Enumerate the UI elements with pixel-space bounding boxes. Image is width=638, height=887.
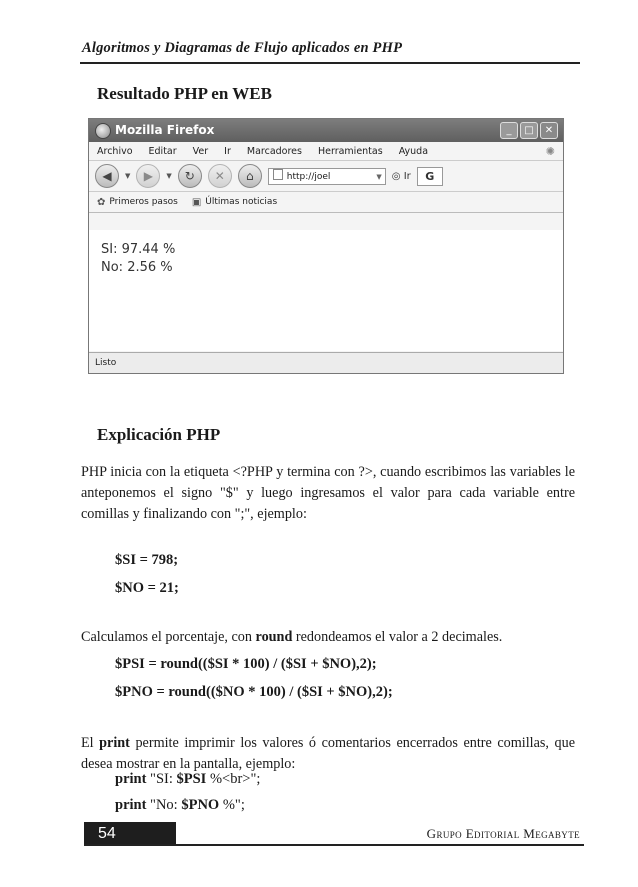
menu-bar [89,142,563,161]
url-dropdown-icon[interactable]: ▼ [376,172,382,181]
forward-dropdown-icon[interactable]: ▼ [166,172,172,180]
reload-icon[interactable]: ↻ [178,164,202,188]
page-icon [273,169,283,180]
search-engine-button[interactable]: G [417,167,443,186]
footer-rule [84,844,584,846]
status-bar: Listo [89,352,563,373]
bookmark-primeros-pasos[interactable] [97,197,178,208]
back-icon[interactable]: ◀ [95,164,119,188]
text: redondeamos el valor a 2 decimales. [292,629,503,645]
code-keyword: print [115,771,147,787]
throbber-icon: ✺ [545,144,555,158]
url-bar[interactable] [268,168,386,185]
code-line-pno: $PNO = round(($NO * 100) / ($SI + $NO),2); [115,684,393,700]
menu-marcadores[interactable]: Marcadores [246,145,302,157]
firefox-small-icon: ✿ [97,196,106,208]
browser-screenshot [88,118,564,374]
firefox-icon [95,123,111,139]
text: permite imprimir los valores ó comentarios encerrados entre comillas, que desea mostrar en la pantalla, ejemplo: [81,735,575,772]
close-button[interactable]: ✕ [540,122,558,139]
code-text: %<br>"; [206,771,261,787]
keyword-round: round [255,629,293,645]
page-content [89,230,563,351]
menu-archivo[interactable]: Archivo [97,145,133,157]
minimize-button[interactable]: _ [500,122,518,139]
code-line-no: $NO = 21; [115,580,179,596]
url-text: http://joel [286,171,331,182]
bookmark-label: Últimas noticias [205,197,278,207]
browser-titlebar [89,119,563,142]
bookmark-label: Primeros pasos [109,197,178,207]
output-si: SI: 97.44 % [101,242,176,257]
paragraph-round [81,627,575,648]
code-variable: $PNO [181,797,220,813]
stop-icon[interactable]: ✕ [208,164,232,188]
running-header: Algoritmos y Diagramas de Flujo aplicados en PHP [82,40,403,56]
text: Calculamos el porcentaje, con [81,629,256,645]
keyword-print: print [99,735,130,751]
section-title-web-result: Resultado PHP en WEB [97,84,272,103]
menu-herramientas[interactable]: Herramientas [317,145,383,157]
section-title-explicacion: Explicación PHP [97,425,221,444]
code-line-print-si [115,771,260,788]
code-text: "SI: [146,771,177,787]
code-line-print-no [115,797,245,814]
home-icon[interactable]: ⌂ [238,164,262,188]
go-button[interactable]: ◎ Ir [391,170,411,182]
page-number: 54 [84,822,176,846]
forward-icon[interactable]: ▶ [136,164,160,188]
code-line-si: $SI = 798; [115,552,179,568]
navigation-toolbar [89,161,563,192]
bookmark-ultimas-noticias[interactable] [192,197,277,208]
window-controls [500,122,558,139]
code-keyword: print [115,797,147,813]
text: El [81,735,100,751]
bookmarks-toolbar [89,192,563,213]
menu-ver[interactable]: Ver [192,145,209,157]
code-variable: $PSI [176,771,207,787]
code-text: "No: [146,797,182,813]
menu-ir[interactable]: Ir [224,145,231,157]
maximize-button[interactable]: □ [520,122,538,139]
back-dropdown-icon[interactable]: ▼ [125,172,131,180]
menu-editar[interactable]: Editar [148,145,177,157]
code-text: %"; [219,797,245,813]
go-label: Ir [403,170,411,182]
code-line-psi: $PSI = round(($SI * 100) / ($SI + $NO),2); [115,656,377,672]
paragraph-intro: PHP inicia con la etiqueta <?PHP y termina con ?>, cuando escribimos las variables le anteponemos el signo "$" y luego ingresamos el valor para cada variable entre comillas y finalizando con ";", ejemplo: [81,464,575,522]
header-rule [80,62,580,64]
rss-icon: ▣ [191,196,202,208]
window-title: Mozilla Firefox [115,123,215,137]
publisher-name: Grupo Editorial Megabyte [426,826,580,841]
menu-ayuda[interactable]: Ayuda [398,145,429,157]
output-no: No: 2.56 % [101,260,173,275]
paragraph-print [81,733,575,775]
